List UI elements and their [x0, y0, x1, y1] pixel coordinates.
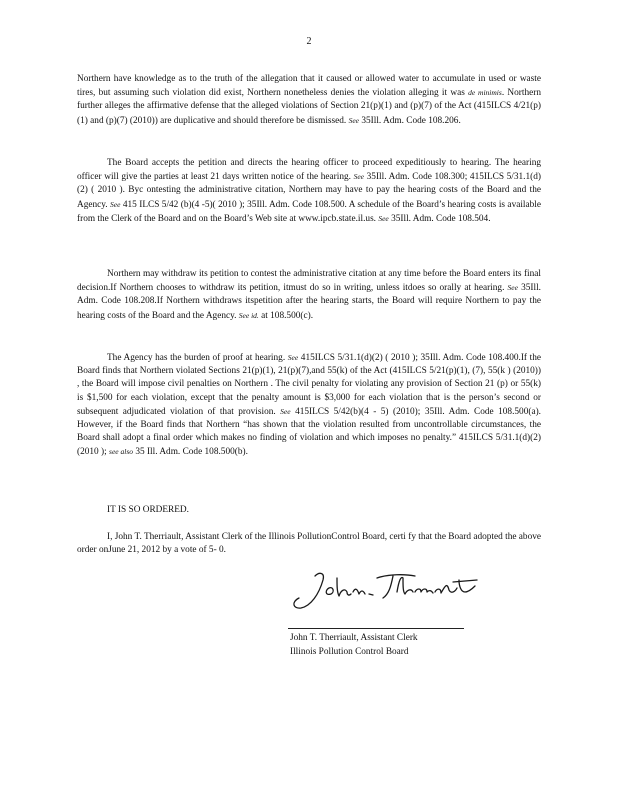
p3-text-1: Northern may withdraw its petition to contest the administrative citation at any time before the Board enters its final decision.If Northern chooses to withdraw its petition, itmust do so in writing, unless itdoes so orally at hearing.	[77, 269, 541, 294]
signer-name: John T. Therriault, Assistant Clerk	[290, 633, 418, 643]
p4-italic-3: see also	[109, 447, 133, 457]
paragraph-3	[77, 268, 541, 323]
p1-text-3: 35Ill. Adm. Code 108.206.	[359, 115, 461, 126]
p4-text-1: The Agency has the burden of proof at hearing.	[107, 353, 288, 363]
p3-italic-1: See	[507, 283, 518, 293]
p4-text-3: 415ILCS 5/42(b)(4 - 5) (2010); 35Ill. Adm. Code 108.500(a). However, if the Board finds that Northern “has shown that the violation resulted from uncontrollable circumstances, the Board shall adopt a final order which makes no finding of violation and which imposes no penalty.” 415ILCS 5/31.1(d)(2) (2010 );	[77, 406, 541, 458]
p4-italic-2: See	[280, 406, 291, 416]
p4-text-4: 35 Ill. Adm. Code 108.500(b).	[133, 447, 248, 458]
p2-italic-3: See	[378, 213, 389, 223]
p1-italic-2: See	[348, 115, 360, 125]
order-statement: IT IS SO ORDERED.	[107, 505, 189, 515]
p3-italic-2: See id.	[238, 310, 259, 320]
page-number: 2	[306, 36, 312, 47]
signer-organization: Illinois Pollution Control Board	[290, 646, 409, 657]
p2-italic-2: See	[110, 199, 121, 209]
p2-text-3: 415 ILCS 5/42 (b)(4 -5)( 2010 ); 35Ill. Adm. Code 108.500. A schedule of the Board’s hearing costs is available from the Clerk of the Board and on the Board’s Web site at www.ipcb.state.il.us.	[77, 199, 541, 224]
p1-text-2: . Northern further alleges the affirmative defense that the alleged violations of Section 21(p)(1) and (p)(7) of the Act (415ILCS 4/21(p)(1) and (p)(7) (2010)) are duplicative and should therefore be dismissed.	[77, 88, 541, 126]
p2-text-1: The Board accepts the petition and directs the hearing officer to proceed expeditiously to hearing. The hearing officer will give the parties at least 21 days written notice of the hearing.	[77, 158, 541, 183]
signature-line	[288, 628, 464, 629]
p4-text-2: 415ILCS 5/31.1(d)(2) ( 2010 ); 35Ill. Adm. Code 108.400.If the Board finds that Northern violated Sections 21(p)(1), 21(p)(7),and 55(k) of the Act (415ILCS 5/21(p)(1), (7), 55(k ) (2010)) , the Board will impose civil penalties on Northern . The civil penalty for violating any provision of Section 21 (p) or 55(k) is $1,500 for each violation, except that the penalty amount is $3,000 for each violation that is the person’s second or subsequent adjudicated violation of that provision.	[77, 353, 541, 417]
p2-italic-1: See	[353, 172, 365, 182]
p3-text-3: at 108.500(c).	[258, 310, 314, 321]
p2-text-2: 35Ill. Adm. Code 108.300; 415ILCS 5/31.1(d)(2) ( 2010 ). Byc ontesting the administrative citation, Northern may have to pay the hearing costs of the Board and the Agency.	[77, 172, 541, 210]
p2-text-4: 35Ill. Adm. Code 108.504.	[388, 213, 491, 224]
clerk-certification: I, John T. Therriault, Assistant Clerk of the Illinois PollutionControl Board, certi fy that the Board adopted the above order onJune 21, 2012 by a vote of 5- 0.	[77, 532, 541, 556]
p1-italic-1: de minimis	[468, 88, 502, 98]
paragraph-2	[77, 157, 541, 226]
p1-text-1: Northern have knowledge as to the truth of the allegation that it caused or allowed water to accumulate in used or waste tires, but assuming such violation did exist, Northern nonetheless denies the violation alleging it was	[77, 74, 541, 99]
signature-block	[290, 632, 418, 659]
paragraph-4	[77, 351, 541, 460]
paragraph-1	[77, 73, 541, 128]
handwritten-signature	[285, 562, 485, 622]
p3-text-2: 35Ill. Adm. Code 108.208.If Northern withdraws itspetition after the hearing starts, the Board will require Northern to pay the hearing costs of the Board and the Agency.	[77, 283, 541, 321]
p4-italic-1: See	[287, 353, 299, 362]
